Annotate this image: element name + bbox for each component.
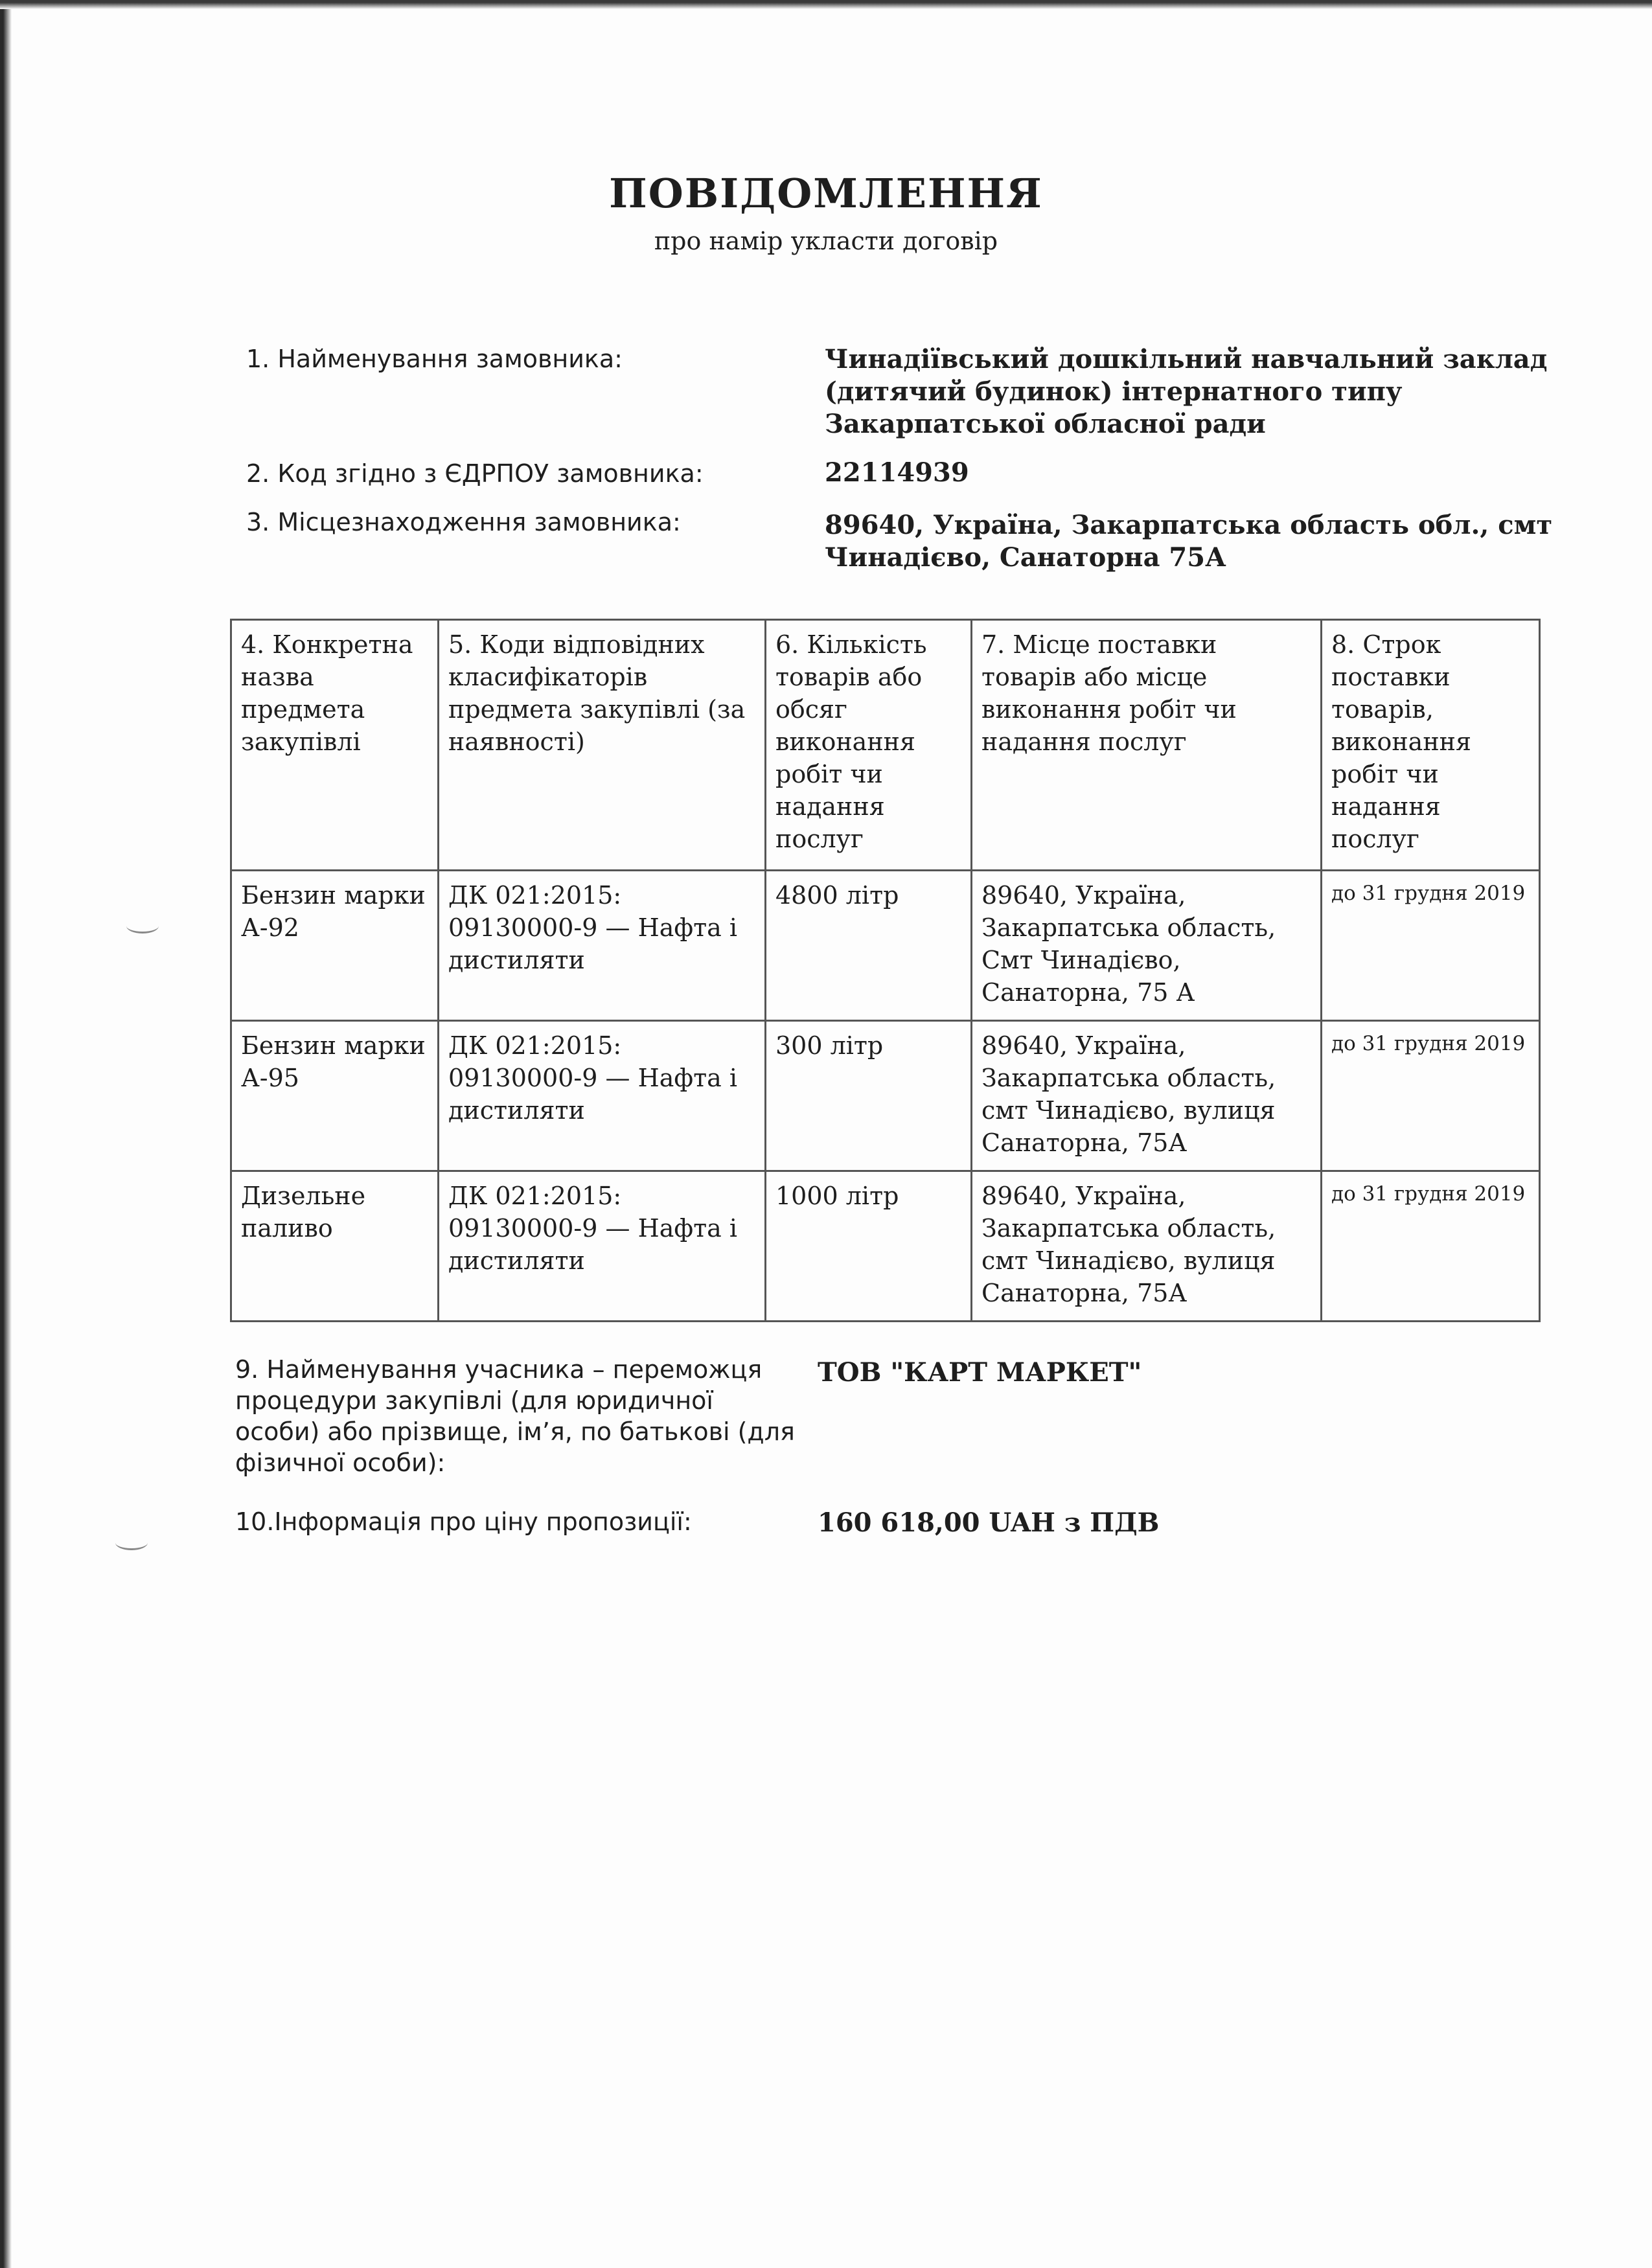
column-header-term: 8. Строк поставки товарів, виконання робіт чи надання послуг [1322, 620, 1540, 871]
column-header-quantity: 6. Кількість товарів або обсяг виконання робіт чи надання послуг [766, 620, 972, 871]
cell-place: 89640, Україна, Закарпатська область, смт Чинадієво, вулиця Санаторна, 75А [972, 1021, 1322, 1171]
cell-term: до 31 грудня 2019 [1322, 1021, 1540, 1171]
cell-item-name: Дизельне паливо [231, 1171, 439, 1322]
cell-item-name: Бензин марки А-92 [231, 871, 439, 1021]
customer-location-value [825, 509, 1570, 574]
customer-name-line: (дитячий будинок) інтернатного типу [825, 376, 1403, 407]
column-header-place: 7. Місце поставки товарів або місце виконання робіт чи надання послуг [972, 620, 1322, 871]
winner-label-line: особи) або прізвище, ім’я, по батькові (для [235, 1417, 795, 1446]
cell-code: ДК 021:2015: 09130000-9 — Нафта і дистиляти [439, 871, 766, 1021]
cell-code: ДК 021:2015: 09130000-9 — Нафта і дистиляти [439, 1171, 766, 1322]
procurement-items-table [230, 619, 1541, 1322]
scan-left-edge [0, 0, 14, 2268]
winner-value: ТОВ "КАРТ МАРКЕТ" [818, 1357, 1142, 1388]
table-row [231, 1171, 1540, 1322]
customer-code-value: 22114939 [825, 457, 969, 488]
winner-label-line: 9. Найменування учасника – переможця [235, 1355, 763, 1384]
table-row [231, 1021, 1540, 1171]
customer-name-value [825, 343, 1570, 441]
scan-top-edge [0, 0, 1652, 9]
cell-quantity: 1000 літр [766, 1171, 972, 1322]
winner-label [235, 1354, 818, 1478]
cell-term: до 31 грудня 2019 [1322, 1171, 1540, 1322]
column-header-item-name: 4. Конкретна назва предмета закупівлі [231, 620, 439, 871]
customer-name-label: 1. Найменування замовника: [246, 345, 623, 373]
cell-quantity: 300 літр [766, 1021, 972, 1171]
customer-code-label: 2. Код згідно з ЄДРПОУ замовника: [246, 459, 704, 488]
scan-mark [126, 919, 159, 934]
document-title: ПОВІДОМЛЕННЯ [609, 170, 1043, 217]
customer-name-line: Закарпатської обласної ради [825, 409, 1266, 439]
cell-quantity: 4800 літр [766, 871, 972, 1021]
winner-label-line: фізичної особи): [235, 1449, 446, 1477]
table-header-row [231, 620, 1540, 871]
document-subtitle: про намір укласти договір [654, 227, 998, 255]
cell-place: 89640, Україна, Закарпатська область, смт Чинадієво, вулиця Санаторна, 75А [972, 1171, 1322, 1322]
scan-mark [115, 1535, 148, 1550]
cell-code: ДК 021:2015: 09130000-9 — Нафта і дистиляти [439, 1021, 766, 1171]
table-row [231, 871, 1540, 1021]
cell-place: 89640, Україна, Закарпатська область, Смт Чинадієво, Санаторна, 75 А [972, 871, 1322, 1021]
customer-location-label: 3. Місцезнаходження замовника: [246, 508, 681, 536]
customer-location-line: Чинадієво, Санаторна 75А [825, 542, 1226, 573]
cell-term: до 31 грудня 2019 [1322, 871, 1540, 1021]
customer-name-line: Чинадіївський дошкільний навчальний заклад [825, 344, 1548, 374]
price-value: 160 618,00 UAH з ПДВ [818, 1507, 1160, 1538]
column-header-codes: 5. Коди відповідних класифікаторів предмета закупівлі (за наявності) [439, 620, 766, 871]
cell-item-name: Бензин марки А-95 [231, 1021, 439, 1171]
price-label: 10.Інформація про ціну пропозиції: [235, 1507, 692, 1536]
customer-location-line: 89640, Україна, Закарпатська область обл., смт [825, 510, 1553, 540]
winner-label-line: процедури закупівлі (для юридичної [235, 1386, 713, 1415]
